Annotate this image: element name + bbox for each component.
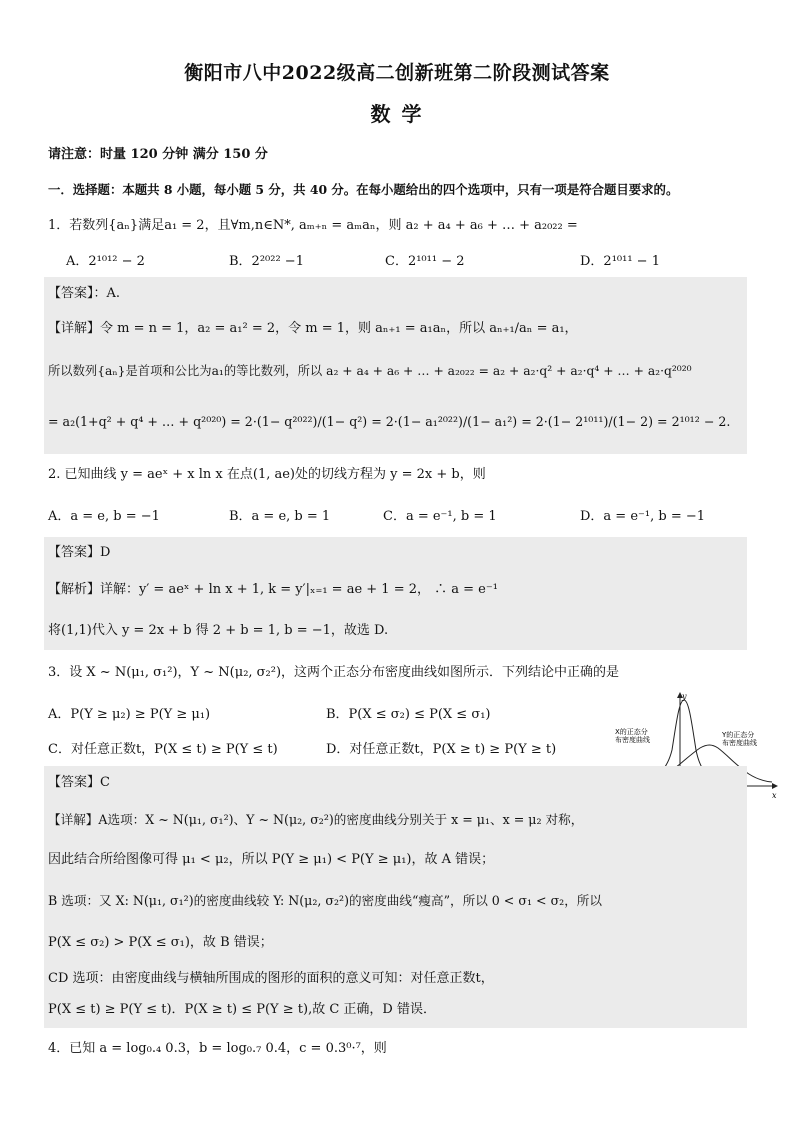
x-curve-label: X的正态分 — [615, 728, 648, 736]
x-axis-arrow — [772, 783, 778, 789]
q3-detail-4: P(X ≤ σ₂) > P(X ≤ σ₁)，故 B 错误； — [48, 935, 273, 950]
q3-detail-1: 【详解】A选项：X ~ N(μ₁, σ₁²)、Y ~ N(μ₂, σ₂²)的密度曲线分别关于 x = μ₁、x = μ₂ 对称， — [48, 812, 584, 827]
q3-detail-6: P(X ≤ t) ≥ P(Y ≤ t)．P(X ≥ t) ≤ P(Y ≥ t),故 C 正确，D 错误． — [48, 1002, 436, 1017]
q2-detail-1: 【解析】详解：y′ = aeˣ + ln x + 1, k = y′|ₓ₌₁ = ae + 1 = 2， ∴ a = e⁻¹ — [48, 582, 498, 597]
q1-option-d: D．2¹⁰¹¹ − 1 — [580, 254, 660, 269]
q3-option-d: D．对任意正数t，P(X ≥ t) ≥ P(Y ≥ t) — [326, 742, 557, 757]
page-title: 衡阳市八中2022级高二创新班第二阶段测试答案 — [184, 62, 610, 84]
q1-option-b: B．2²⁰²² −1 — [229, 254, 304, 269]
axis-x-label: x — [772, 791, 777, 800]
q2-answer: 【答案】D — [48, 545, 111, 560]
q3-option-c: C．对任意正数t，P(X ≤ t) ≥ P(Y ≤ t) — [48, 742, 278, 757]
section-heading: 一．选择题：本题共 8 小题，每小题 5 分，共 40 分。在每小题给出的四个选项中，只有一项是符合题目要求的。 — [48, 182, 679, 197]
q3-answer: 【答案】C — [48, 775, 110, 790]
q2-option-b: B．a = e, b = 1 — [229, 509, 331, 524]
q2-detail-2: 将(1,1)代入 y = 2x + b 得 2 + b = 1, b = −1，故选 D. — [48, 623, 389, 638]
q3-option-b: B．P(X ≤ σ₂) ≤ P(X ≤ σ₁) — [326, 707, 491, 722]
q1-detail-2: 所以数列{aₙ}是首项和公比为a₁的等比数列，所以 a₂ + a₄ + a₆ + … + a₂₀₂₂ = a₂ + a₂·q² + a₂·q⁴ + … + a₂·q²⁰²⁰ — [48, 364, 692, 378]
q1-answer: 【答案】：A. — [48, 286, 121, 301]
q1-option-a: A．2¹⁰¹² − 2 — [66, 254, 145, 269]
question-1-stem: 1．若数列{aₙ}满足a₁ = 2，且∀m,n∈N*, aₘ₊ₙ = aₘaₙ，则 a₂ + a₄ + a₆ + … + a₂₀₂₂ = — [48, 218, 578, 233]
q1-option-c: C．2¹⁰¹¹ − 2 — [385, 254, 465, 269]
question-2-stem: 2. 已知曲线 y = aeˣ + x ln x 在点(1, ae)处的切线方程为 y = 2x + b，则 — [48, 467, 486, 482]
y-curve-label-2: 布密度曲线 — [722, 739, 757, 747]
q3-detail-2: 因此结合所给图像可得 μ₁ < μ₂，所以 P(Y ≥ μ₁) < P(Y ≥ μ₁)，故 A 错误； — [48, 852, 495, 867]
q3-detail-5: CD 选项：由密度曲线与横轴所围成的图形的面积的意义可知：对任意正数t， — [48, 971, 494, 986]
q2-option-c: C．a = e⁻¹, b = 1 — [383, 509, 497, 524]
q3-detail-3: B 选项：又 X: N(μ₁, σ₁²)的密度曲线较 Y: N(μ₂, σ₂²)的密度曲线“瘦高”，所以 0 < σ₁ < σ₂，所以 — [48, 893, 602, 908]
q3-option-a: A．P(Y ≥ μ₂) ≥ P(Y ≥ μ₁) — [48, 707, 211, 722]
q2-option-a: A．a = e, b = −1 — [48, 509, 160, 524]
q1-detail-1: 【详解】令 m = n = 1，a₂ = a₁² = 2，令 m = 1，则 aₙ₊₁ = a₁aₙ，所以 aₙ₊₁/aₙ = a₁， — [48, 321, 578, 336]
axis-y-label: y — [682, 692, 687, 701]
question-4-stem: 4．已知 a = log₀.₄ 0.3，b = log₀.₇ 0.4，c = 0.3⁰·⁷，则 — [48, 1041, 387, 1056]
subject-title: 数 学 — [370, 102, 424, 126]
exam-notice: 请注意：时量 120 分钟 满分 150 分 — [48, 147, 268, 162]
q1-detail-3: = a₂(1+q² + q⁴ + … + q²⁰²⁰) = 2·(1− q²⁰²²)/(1− q²) = 2·(1− a₁²⁰²²)/(1− a₁²) = 2·(1− 2¹⁰¹¹)/(1− 2) = 2¹⁰¹² − 2. — [48, 414, 731, 429]
q2-option-d: D．a = e⁻¹, b = −1 — [580, 509, 706, 524]
question-3-stem: 3．设 X ~ N(μ₁, σ₁²)，Y ~ N(μ₂, σ₂²)，这两个正态分布密度曲线如图所示．下列结论中正确的是 — [48, 665, 620, 680]
y-curve-label: Y的正态分 — [722, 731, 755, 739]
x-curve-label-2: 布密度曲线 — [615, 736, 650, 744]
